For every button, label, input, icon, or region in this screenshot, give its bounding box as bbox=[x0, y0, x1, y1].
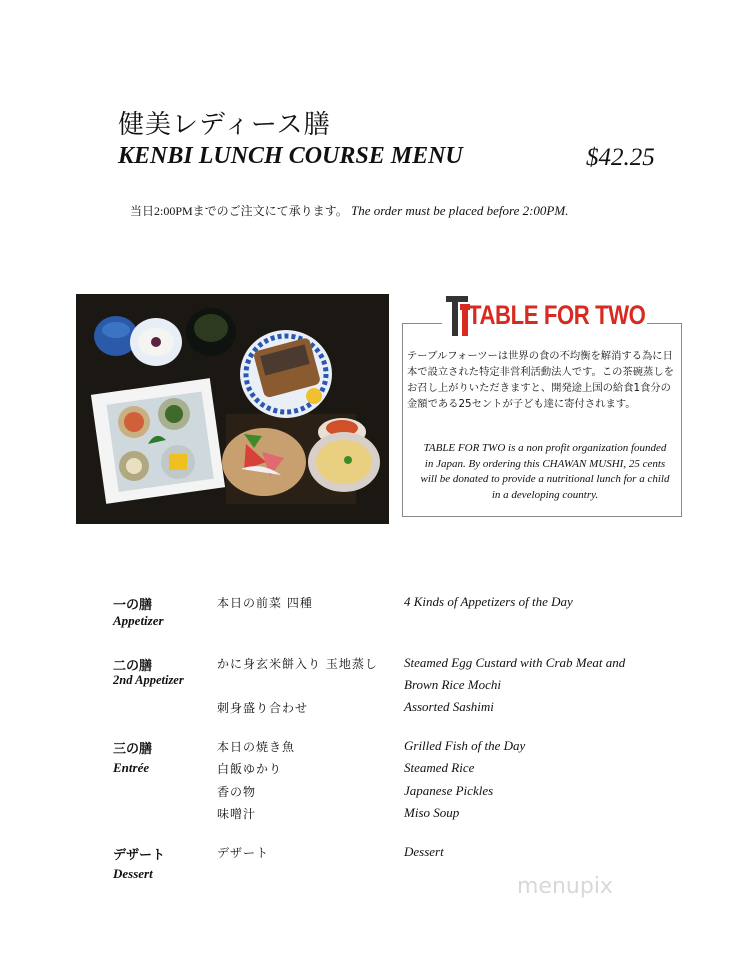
order-notice-en: The order must be placed before 2:00PM. bbox=[350, 203, 569, 218]
table-for-two-logo-text: TABLE FOR TWO bbox=[468, 300, 646, 330]
course-2-item-1-jp: かに身玄米餅入り 玉地蒸し bbox=[217, 657, 378, 671]
title-japanese: 健美レディース膳 bbox=[118, 110, 331, 140]
course-2-name-en: 2nd Appetizer bbox=[113, 673, 184, 687]
order-notice-jp: 当日2:00PMまでのご注文にて承ります。 bbox=[130, 204, 348, 218]
course-1-item-1-en: 4 Kinds of Appetizers of the Day bbox=[404, 594, 573, 609]
course-1-name-en: Appetizer bbox=[113, 613, 164, 628]
course-3-item-2-jp: 白飯ゆかり bbox=[217, 762, 283, 776]
course-4-item-1-jp: デザート bbox=[217, 846, 270, 860]
course-3-item-3-jp: 香の物 bbox=[217, 785, 257, 799]
course-3-item-3-en: Japanese Pickles bbox=[404, 783, 494, 798]
promo-text-en: TABLE FOR TWO is a non profit organization founded in Japan. By ordering this CHAWAN MUSHI, 25 cents will be donated to provide a nutritional lunch for a child in a developing country. bbox=[420, 442, 670, 501]
course-3-name-jp: 三の膳 bbox=[113, 742, 153, 757]
course-4-name-jp: デザート bbox=[113, 848, 166, 863]
course-3-name-en: Entrée bbox=[113, 760, 150, 775]
menupix-watermark: menupix bbox=[517, 874, 613, 899]
course-1-name-jp: 一の膳 bbox=[113, 598, 153, 613]
course-1-item-1-jp: 本日の前菜 四種 bbox=[217, 596, 313, 610]
course-2-item-2-jp: 刺身盛り合わせ bbox=[217, 701, 309, 715]
course-3-item-2-en: Steamed Rice bbox=[404, 760, 475, 775]
course-2-item-2-en: Assorted Sashimi bbox=[404, 699, 494, 714]
course-2-name-jp: 二の膳 bbox=[113, 659, 153, 674]
lunch-course-photo bbox=[76, 294, 389, 524]
promo-text-jp: テーブルフォーツーは世界の食の不均衡を解消する為に日本で設立された特定非営利活動法人です。この茶碗蒸しをお召し上がりいただきますと、開発途上国の給食1食分の金額である25セントが子ども達に寄付されます。 bbox=[407, 350, 674, 410]
course-4-item-1-en: Dessert bbox=[404, 844, 444, 859]
course-3-item-1-jp: 本日の焼き魚 bbox=[217, 740, 296, 754]
course-4-name-en: Dessert bbox=[113, 866, 153, 881]
order-notice bbox=[130, 202, 568, 219]
course-3-item-1-en: Grilled Fish of the Day bbox=[404, 738, 526, 753]
course-3-item-4-jp: 味噌汁 bbox=[217, 807, 257, 821]
course-price: $42.25 bbox=[586, 144, 655, 171]
course-2-item-1-en-line2: Brown Rice Mochi bbox=[404, 677, 501, 692]
course-2-item-1-en: Steamed Egg Custard with Crab Meat and bbox=[404, 655, 626, 670]
course-3-item-4-en: Miso Soup bbox=[404, 805, 460, 820]
food-illustration bbox=[76, 294, 389, 524]
menu-title: KENBI LUNCH COURSE MENU bbox=[118, 143, 463, 169]
